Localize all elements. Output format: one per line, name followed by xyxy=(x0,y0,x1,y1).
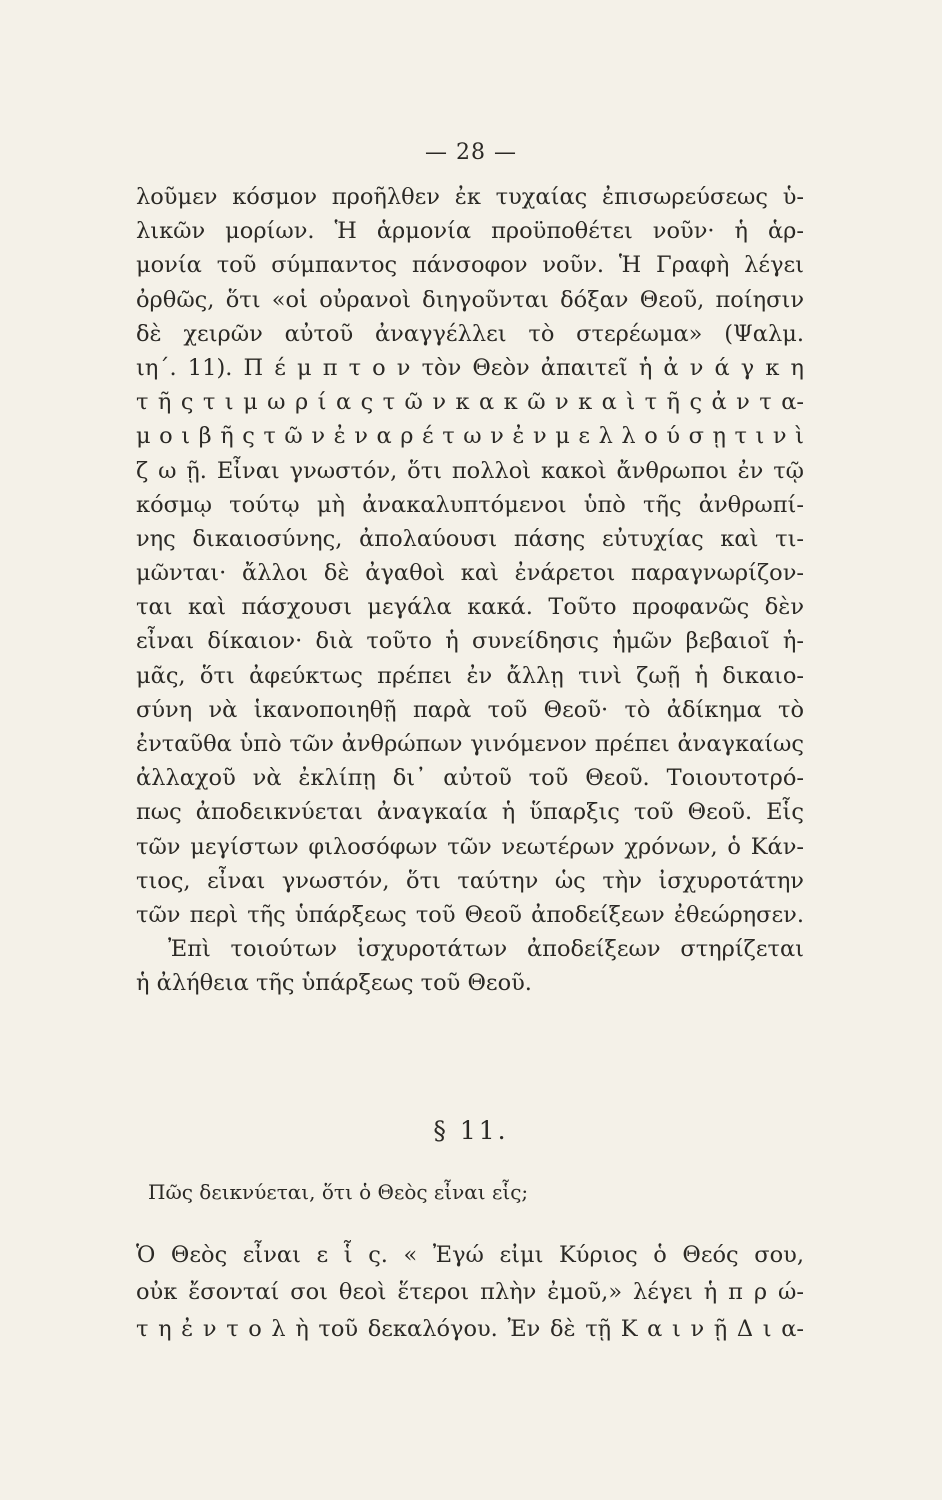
page-number: — 28 — xyxy=(425,140,517,165)
text-line: τ ῆ ς τ ι μ ω ρ ί α ς τ ῶ ν κ α κ ῶ ν κ α ὶ τ ῆ ς ἀ ν τ α- xyxy=(136,389,804,416)
text-line: ὀρθῶς, ὅτι «οἱ οὐρανοὶ διηγοῦνται δόξαν Θεοῦ, ποίησιν xyxy=(136,286,804,313)
text-line: λοῦμεν κόσμον προῆλθεν ἐκ τυχαίας ἐπισωρεύσεως ὑ- xyxy=(136,184,804,210)
text-line: μῶνται· ἄλλοι δὲ ἀγαθοὶ καὶ ἐνάρετοι παραγνωρίζον- xyxy=(136,560,804,587)
text-line: οὐκ ἔσονταί σοι θεοὶ ἕτεροι πλὴν ἐμοῦ,» λέγει ἡ π ρ ώ- xyxy=(136,1279,804,1305)
text-line: μονία τοῦ σύμπαντος πάνσοφον νοῦν. Ἡ Γραφὴ λέγει xyxy=(136,252,804,279)
text-line: νης δικαιοσύνης, ἀπολαύουσι πάσης εὐτυχίας καὶ τι- xyxy=(136,525,804,552)
text-line: ἀλλαχοῦ νὰ ἐκλίπῃ δι᾿ αὐτοῦ τοῦ Θεοῦ. Τοιουτοτρό- xyxy=(136,765,804,792)
text-line: τῶν περὶ τῆς ὑπάρξεως τοῦ Θεοῦ ἀποδείξεων ἐθεώρησεν. xyxy=(136,901,804,928)
text-line: δὲ χειρῶν αὐτοῦ ἀναγγέλλει τὸ στερέωμα» (Ψαλμ. xyxy=(136,320,804,347)
text-line: λικῶν μορίων. Ἡ ἁρμονία προϋποθέτει νοῦν· ἡ ἁρ- xyxy=(136,218,804,245)
text-line: ζ ω ῇ. Εἶναι γνωστόν, ὅτι πολλοὶ κακοὶ ἄνθρωποι ἐν τῷ xyxy=(136,457,804,484)
text-line: ἐνταῦθα ὑπὸ τῶν ἀνθρώπων γινόμενον πρέπει ἀναγκαίως xyxy=(136,731,804,757)
text-line: μᾶς, ὅτι ἀφεύκτως πρέπει ἐν ἄλλῃ τινὶ ζωῇ ἡ δικαιο- xyxy=(136,662,804,689)
text-line: ται καὶ πάσχουσι μεγάλα κακά. Τοῦτο προφανῶς δὲν xyxy=(136,594,804,621)
text-line: τ η ἐ ν τ ο λ ὴ τοῦ δεκαλόγου. Ἐν δὲ τῇ Κ α ι ν ῇ Δ ι α- xyxy=(136,1316,804,1342)
main-paragraph xyxy=(136,180,804,1001)
text-line: σύνη νὰ ἱκανοποιηθῇ παρὰ τοῦ Θεοῦ· τὸ ἀδίκημα τὸ xyxy=(136,696,804,723)
text-line: Ἐπὶ τοιούτων ἰσχυροτάτων ἀποδείξεων στηρίζεται xyxy=(168,936,804,963)
text-line: Ὁ Θεὸς εἶναι ε ἷ ς. « Ἐγώ εἰμι Κύριος ὁ Θεός σου, xyxy=(136,1242,804,1268)
text-line: εἶναι δίκαιον· διὰ τοῦτο ἡ συνείδησις ἡμῶν βεβαιοῖ ἡ- xyxy=(136,628,804,655)
text-line: μ ο ι β ῆ ς τ ῶ ν ἐ ν α ρ έ τ ω ν ἐ ν μ ε λ λ ο ύ σ ῃ τ ι ν ὶ xyxy=(136,423,804,450)
text-line: κόσμῳ τούτῳ μὴ ἀνακαλυπτόμενοι ὑπὸ τῆς ἀνθρωπί- xyxy=(136,491,804,518)
text-line: πως ἀποδεικνύεται ἀναγκαία ἡ ὕπαρξις τοῦ Θεοῦ. Εἷς xyxy=(136,799,804,826)
text-line: ιη΄. 11). Π έ μ π τ ο ν τὸν Θεὸν ἀπαιτεῖ ἡ ἀ ν ά γ κ η xyxy=(136,354,804,381)
text-line: τιος, εἶναι γνωστόν, ὅτι ταύτην ὡς τὴν ἰσχυροτάτην xyxy=(136,867,804,894)
text-line: τῶν μεγίστων φιλοσόφων τῶν νεωτέρων χρόνων, ὁ Κάν- xyxy=(136,833,804,860)
section-heading: § 11. xyxy=(433,1116,509,1145)
text-line: ἡ ἀλήθεια τῆς ὑπάρξεως τοῦ Θεοῦ. xyxy=(136,970,532,997)
answer-paragraph xyxy=(136,1237,804,1348)
question-text: Πῶς δεικνύεται, ὅτι ὁ Θεὸς εἶναι εἷς; xyxy=(148,1180,529,1204)
